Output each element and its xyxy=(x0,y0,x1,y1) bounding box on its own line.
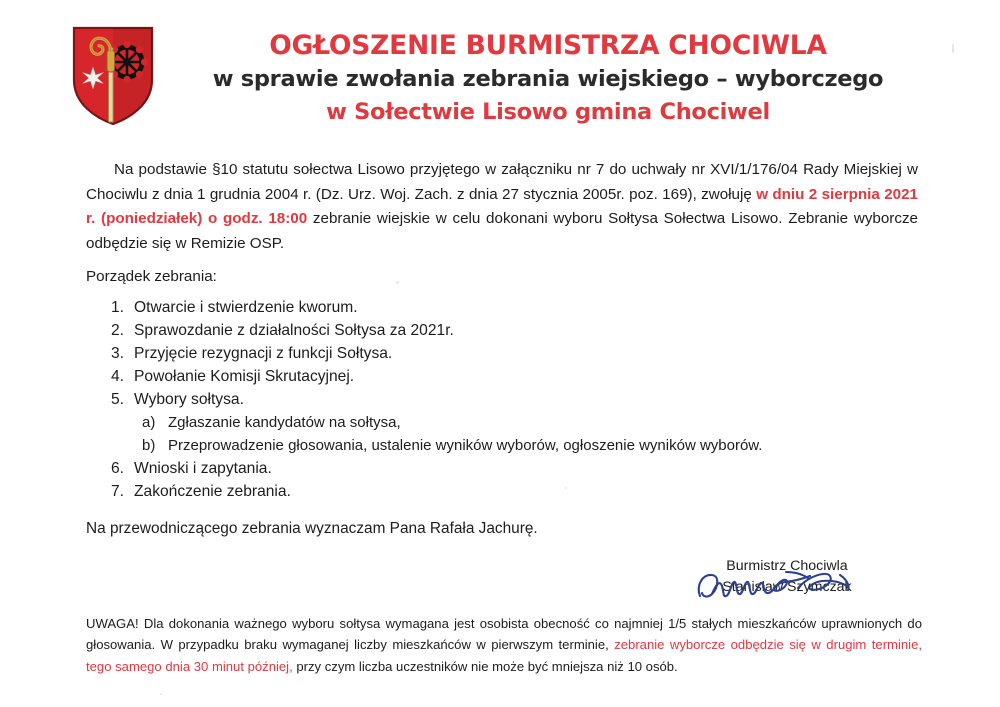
list-item xyxy=(110,342,934,365)
sublist-item-label: Zgłaszanie kandydatów na sołtysa, xyxy=(168,414,401,431)
scan-speckle xyxy=(396,281,399,284)
scan-speckle xyxy=(565,487,567,489)
list-item-label: Otwarcie i stwierdzenie kworum. xyxy=(134,299,358,316)
sublist-item-label: Przeprowadzenie głosowania, ustalenie wyników wyborów, ogłoszenie wyników wyborów. xyxy=(168,437,763,454)
list-item-label: Sprawozdanie z działalności Sołtysa za 2021r. xyxy=(134,322,454,339)
list-item xyxy=(110,319,934,342)
list-item-label: Wybory sołtysa. xyxy=(134,391,244,408)
list-item xyxy=(110,365,934,388)
intro-text-part-2: zebranie wiejskie w celu dokonani wyboru Sołtysa Sołectwa Lisowo. Zebranie wyborcze odbędzie się w Remizie OSP. xyxy=(86,210,918,252)
list-item-number: 3. xyxy=(110,345,124,362)
signature-block xyxy=(672,556,902,598)
footnote-highlight: zebranie wyborcze odbędzie się w drugim terminie, tego samego dnia 30 minut później, xyxy=(86,637,922,674)
sublist-item xyxy=(142,411,934,434)
list-item-number: 7. xyxy=(110,483,124,500)
list-item xyxy=(110,296,934,319)
list-item-number: 6. xyxy=(110,460,124,477)
list-item-label: Przyjęcie rezygnacji z funkcji Sołtysa. xyxy=(134,345,393,362)
sublist-item-label-marker: b) xyxy=(142,437,156,454)
agenda-list xyxy=(86,296,934,503)
list-item xyxy=(110,480,934,503)
title-group xyxy=(168,30,928,127)
chairman-appointment-line: Na przewodniczącego zebrania wyznaczam Pana Rafała Jachurę. xyxy=(86,520,538,537)
intro-paragraph xyxy=(86,158,918,257)
page-title: OGŁOSZENIE BURMISTRZA CHOCIWLA xyxy=(269,30,827,61)
list-item-label: Zakończenie zebrania. xyxy=(134,483,291,500)
agenda-sublist xyxy=(134,411,934,457)
coat-of-arms-icon xyxy=(72,26,154,126)
signature-name: Stanisław Szymczak xyxy=(722,579,852,595)
scan-speckle xyxy=(952,44,954,53)
footnote-part-1: UWAGA! Dla dokonania ważnego wyboru sołtysa wymagana jest osobista obecność co najmniej 1/5 stałych mieszkańców uprawnionych do głosowania. W przypadku braku wymaganej liczby mieszkańców w pierwszym terminie, xyxy=(86,616,922,653)
footnote-notice xyxy=(86,613,922,677)
list-item-number: 5. xyxy=(110,391,124,408)
sublist-item xyxy=(142,434,934,457)
list-item-number: 1. xyxy=(110,299,124,316)
intro-paragraph-block xyxy=(86,158,918,257)
sublist-item-label-marker: a) xyxy=(142,414,156,431)
meeting-datetime-highlight: w dniu 2 sierpnia 2021 r. (poniedziałek) o godz. 18:00 xyxy=(86,185,918,228)
signature-office: Burmistrz Chociwla xyxy=(726,558,848,574)
scan-speckle xyxy=(160,693,162,695)
footnote-part-2: przy czym liczba uczestników nie może być mniejsza niż 10 osób. xyxy=(292,658,678,674)
document-header xyxy=(0,0,1000,152)
agenda-label: Porządek zebrania: xyxy=(86,268,217,285)
list-item-label: Powołanie Komisji Skrutacyjnej. xyxy=(134,368,355,385)
subtitle-line-1: w sprawie zwołania zebrania wiejskiego – wyborczego xyxy=(212,65,884,92)
list-item xyxy=(110,388,934,457)
list-item-label: Wnioski i zapytania. xyxy=(134,460,272,477)
intro-text-part-1: Na podstawie §10 statutu sołectwa Lisowo przyjętego w załączniku nr 7 do uchwały nr XVI/1/176/04 Rady Miejskiej w Chociwlu z dnia 1 grudnia 2004 r. (Dz. Urz. Woj. Zach. z dnia 27 stycznia 2005r. poz. 169), zwołuję xyxy=(86,161,918,203)
list-item-number: 2. xyxy=(110,322,124,339)
subtitle-line-2: w Sołectwie Lisowo gmina Chociwel xyxy=(326,98,770,125)
list-item-number: 4. xyxy=(110,368,124,385)
list-item xyxy=(110,457,934,480)
